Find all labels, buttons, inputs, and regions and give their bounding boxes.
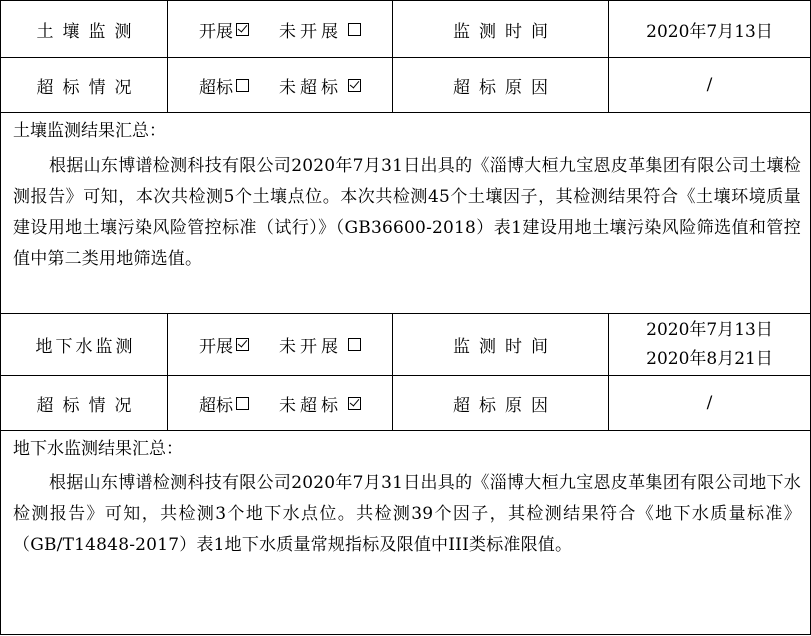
soil-date-label: 监测时间 <box>453 21 557 42</box>
groundwater-exceedance-status <box>168 376 392 430</box>
conducted-option <box>199 17 249 42</box>
not-conducted-option <box>279 17 361 42</box>
empty-box-icon <box>236 79 249 92</box>
checked-box-icon <box>236 23 249 36</box>
groundwater-date-values <box>609 314 810 375</box>
soil-summary-title: 土壤监测结果汇总： <box>13 121 166 141</box>
groundwater-summary-text: 根据山东博谱检测科技有限公司2020年7月31日出具的《淄博大桓九宝恩皮革集团有限公司地下水检测报告》可知，共检测3个地下水点位。共检测39个因子，其检测结果符合《地下水质量标准》（GB/T14848-2017）表1地下水质量常规指标及限值中III类标准限值。 <box>13 473 801 555</box>
groundwater-date-value: 2020年7月13日 <box>646 319 773 340</box>
checked-box-icon <box>348 79 361 92</box>
checked-box-icon <box>236 338 249 351</box>
not-conducted-option <box>279 332 361 357</box>
exceeded-label: 超标 <box>199 77 233 98</box>
groundwater-date-label: 监测时间 <box>453 337 557 357</box>
not-exceeded-label: 未超标 <box>279 395 342 416</box>
table-row-divider <box>0 112 811 113</box>
table-border-bottom <box>0 634 811 635</box>
groundwater-exceedance-label: 超标情况 <box>36 395 141 416</box>
groundwater-monitoring-label: 地下水监测 <box>35 337 136 357</box>
groundwater-reason-value: / <box>706 393 713 413</box>
soil-exceedance-label: 超标情况 <box>36 77 141 98</box>
groundwater-date-value: 2020年8月21日 <box>646 348 773 369</box>
empty-box-icon <box>348 23 361 36</box>
not-exceeded-option <box>279 391 361 416</box>
groundwater-summary-title: 地下水监测结果汇总： <box>13 439 183 459</box>
soil-monitoring-label: 土壤监测 <box>36 21 141 42</box>
soil-conducted-status <box>168 1 392 57</box>
conducted-option <box>199 332 249 357</box>
soil-exceedance-status <box>168 58 392 112</box>
exceeded-label: 超标 <box>199 395 233 416</box>
empty-box-icon <box>348 338 361 351</box>
exceeded-option <box>199 391 249 416</box>
not-exceeded-option <box>279 73 361 98</box>
exceeded-option <box>199 73 249 98</box>
not-conducted-label: 未开展 <box>279 337 342 357</box>
conducted-label: 开展 <box>199 21 233 42</box>
not-conducted-label: 未开展 <box>279 21 342 42</box>
soil-reason-value: / <box>706 75 713 95</box>
groundwater-conducted-status <box>168 314 392 375</box>
table-row-divider <box>0 430 811 431</box>
soil-reason-label: 超标原因 <box>453 77 557 98</box>
not-exceeded-label: 未超标 <box>279 77 342 98</box>
groundwater-reason-label: 超标原因 <box>453 395 557 416</box>
soil-date-value: 2020年7月13日 <box>646 21 773 42</box>
soil-summary-text: 根据山东博谱检测科技有限公司2020年7月31日出具的《淄博大桓九宝恩皮革集团有限公司土壤检测报告》可知，本次共检测5个土壤点位。本次共检测45个土壤因子，其检测结果符合《土壤环境质量建设用地土壤污染风险管控标准（试行）》（GB36600-2018）表1建设用地土壤污染风险筛选值和管控值中第二类用地筛选值。 <box>13 156 801 269</box>
empty-box-icon <box>236 397 249 410</box>
checked-box-icon <box>348 397 361 410</box>
conducted-label: 开展 <box>199 337 233 357</box>
